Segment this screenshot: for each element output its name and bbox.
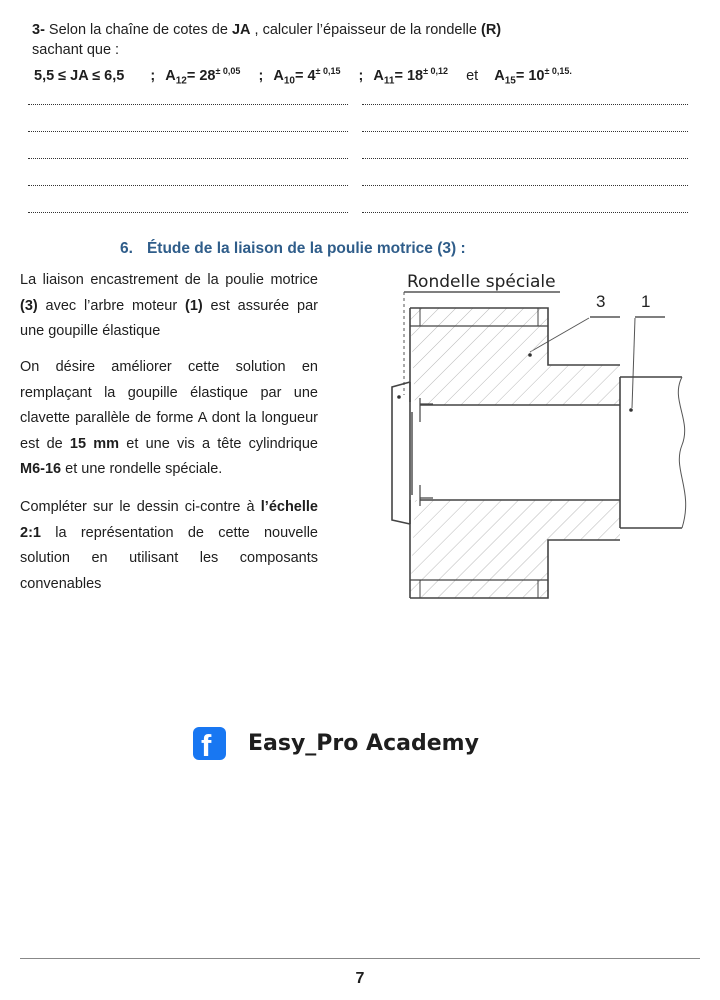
paragraph-3: Compléter sur le dessin ci-contre à l’échelle 2:1 la représentation de cette nouvelle solution en utilisant les composants convenables [20, 499, 318, 592]
paragraph-1: La liaison encastrement de la poulie motrice (3) avec l’arbre moteur (1) est assurée par une goupille élastique [20, 272, 318, 339]
brand-block [193, 727, 479, 763]
question-number: 3- [32, 22, 45, 38]
formula-a11: $A_{11}= 18^{\pm 0,12}$ [373, 66, 449, 87]
question-3-line1: 3- Selon la chaîne de cotes de JA , calculer l’épaisseur de la rondelle (R) [32, 22, 502, 38]
formula-ja: 5,5 ≤ JA ≤ 6,5 [34, 67, 125, 84]
pin-sketch [420, 398, 433, 506]
formula-a12: $A_{12}= 28^{\pm 0,05}$ [165, 66, 241, 87]
page-number: 7 [355, 970, 365, 987]
label-3: 3 [596, 292, 606, 311]
formula-line: 5,5 ≤ JA ≤ 6,5 ; $A_{12}= 28^{\pm 0,05}$ ; $A_{10}= 4^{\pm 0,15}$ ; $A_{11}= 18^{\pm 0,12}$ et $A_{15}= 10^{\pm 0,15.}$ [34, 66, 572, 87]
formula-a15: $A_{15}= 10^{\pm 0,15.}$ [494, 66, 572, 87]
formula-a10: $A_{10}= 4^{\pm 0,15}$ [273, 66, 341, 87]
label-1: 1 [641, 292, 651, 311]
section-6-title: 6. Étude de la liaison de la poulie motrice (3) : [120, 240, 466, 257]
footer-divider [20, 958, 700, 959]
special-washer [392, 382, 410, 524]
paragraph-2: On désire améliorer cette solution en remplaçant la goupille élastique par une clavette parallèle de forme A dont la longueur est de 15 mm et une vis a tête cylindrique M6-16 et une rondelle spéciale. [20, 359, 318, 477]
facebook-icon[interactable]: f [193, 727, 226, 760]
leader-line-1 [632, 318, 635, 408]
pulley-part-3 [410, 308, 620, 598]
label-rondelle-speciale: Rondelle spéciale [407, 272, 556, 292]
brand-name: Easy_Pro Academy [248, 731, 479, 756]
question-3-line2: sachant que : [32, 42, 120, 58]
